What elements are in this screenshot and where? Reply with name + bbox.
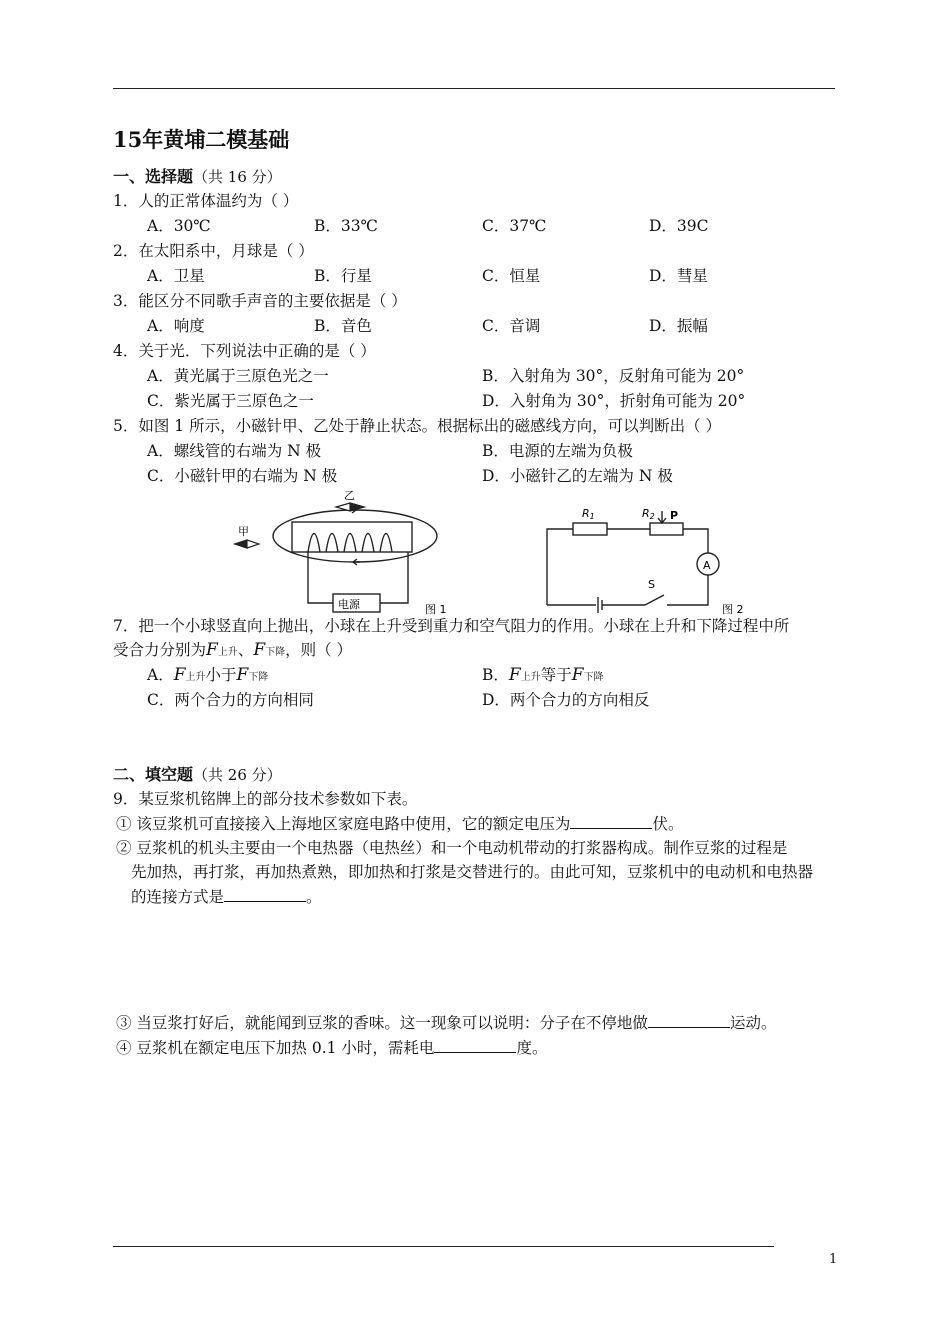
q1-option-d: D．39C [649,217,709,235]
q4-option-a: A．黄光属于三原色光之一 [147,367,329,385]
q9-part2-pre: 的连接方式是 [131,888,225,906]
q1-option-a: A．30℃ [147,217,211,235]
q3-option-a: A．响度 [147,317,205,335]
q7-option-a-sub1: 上升 [185,672,206,683]
q9-part2-line2: 先加热，再打浆，再加热煮熟，即加热和打浆是交替进行的。由此可知，豆浆机中的电动机和电热器 [131,863,814,881]
q7-option-a-letter: A． [147,666,174,684]
section2-note: （共 26 分） [193,766,282,784]
q9-intro: 9．某豆浆机铭牌上的部分技术参数如下表。 [113,790,418,808]
section2-heading-row [113,762,282,785]
page-number: 1 [829,1252,838,1267]
q2-option-b: B．行星 [314,267,372,285]
q9-part2-line3 [131,885,322,907]
q7-option-a-sub2: 下降 [248,672,269,683]
q9-part3 [116,1011,776,1033]
q9-part3-post: 运动。 [729,1014,777,1032]
q1-stem: 1．人的正常体温约为（ ） [113,192,299,210]
fig1-needle-yi-label: 乙 [344,489,355,502]
section1-note: （共 16 分） [193,168,282,186]
q5-option-d: D．小磁针乙的左端为 N 极 [482,467,673,485]
q2-option-d: D．彗星 [649,267,708,285]
q7-sep: 、 [237,641,254,659]
q7-stem-line1: 7．把一个小球竖直向上抛出，小球在上升受到重力和空气阻力的作用。小球在上升和下降过程中所 [113,617,790,635]
fig2-r2-label: R2 [642,507,655,521]
fig1-needle-jia-label: 甲 [238,525,249,538]
q9-part4 [116,1036,547,1058]
q7-option-b-f1: F [508,665,521,685]
figure-2-circuit [547,511,719,613]
header-rule [113,88,835,89]
fig2-r1-label: R1 [582,507,595,521]
q9-part1-pre: ① 该豆浆机可直接接入上海地区家庭电路中使用，它的额定电压为 [116,815,571,833]
q1-option-c: C．37℃ [482,217,547,235]
q9-part4-post: 度。 [516,1039,548,1057]
q7-option-b-mid: 等于 [540,666,572,684]
q7-stem-post: ，则（ ） [285,641,353,659]
needle-jia-icon [235,540,259,548]
section2-heading: 二、填空题 [113,765,194,784]
q7-option-c: C．两个合力的方向相同 [147,691,314,709]
q7-option-a-f1: F [173,665,186,685]
q9-part2-line1: ② 豆浆机的机头主要由一个电热器（电热丝）和一个电动机带动的打浆器构成。制作豆浆的过程是 [116,839,788,857]
q2-option-a: A．卫星 [147,267,205,285]
q5-stem: 5．如图 1 所示，小磁针甲、乙处于静止状态。根据标出的磁感线方向，可以判断出（ ） [113,417,722,435]
q3-option-b: B．音色 [314,317,372,335]
q7-option-a [147,663,268,685]
figures-1-2 [230,485,744,620]
q9-part4-blank [434,1038,516,1053]
fig1-power-label: 电源 [338,598,360,611]
fig1-caption: 图 1 [425,603,447,616]
q7-option-a-f2: F [236,665,249,685]
fig2-p-label: P [670,509,679,522]
q7-f-up: F [206,640,218,660]
q7-option-b-sub2: 下降 [583,672,604,683]
page-title: 15年黄埔二模基础 [113,127,290,152]
q5-option-c: C．小磁针甲的右端为 N 极 [147,467,338,485]
q2-option-c: C．恒星 [482,267,541,285]
q7-stem-pre: 受合力分别为 [113,641,207,659]
q9-part2-post: 。 [306,888,322,906]
q7-stem-line2 [113,638,352,660]
q7-option-b-sub1: 上升 [520,672,541,683]
q9-part3-pre: ③ 当豆浆打好后，就能闻到豆浆的香味。这一现象可以说明：分子在不停地做 [116,1014,648,1032]
footer-rule [113,1246,774,1247]
q9-part1-post: 伏。 [652,815,684,833]
q9-part4-pre: ④ 豆浆机在额定电压下加热 0.1 小时，需耗电 [116,1039,435,1057]
q9-part3-blank [648,1013,730,1028]
section1-heading-row [113,164,282,187]
fig2-ammeter-label: A [703,559,711,572]
figure-1-solenoid [273,507,437,612]
q7-option-b [482,663,604,685]
q3-stem: 3．能区分不同歌手声音的主要依据是（ ） [113,292,407,310]
q7-f-down: F [253,640,266,660]
q4-option-d: D．入射角为 30°，折射角可能为 20° [482,392,746,410]
q7-sub-up: 上升 [217,647,238,658]
q7-sub-down: 下降 [265,647,286,658]
q7-option-b-f2: F [571,665,584,685]
q7-option-a-mid: 小于 [205,666,237,684]
q9-part1-blank [570,814,652,829]
q5-option-b: B．电源的左端为负极 [482,442,633,460]
q7-option-d: D．两个合力的方向相反 [482,691,650,709]
q1-option-b: B．33℃ [314,217,378,235]
q9-part2-blank [224,887,306,902]
fig2-caption: 图 2 [722,603,744,616]
section1-heading: 一、选择题 [113,167,194,186]
q9-part1 [116,812,683,834]
q3-option-d: D．振幅 [649,317,708,335]
fig2-switch-label: S [648,578,655,591]
q4-option-b: B．入射角为 30°，反射角可能为 20° [482,367,745,385]
q2-stem: 2．在太阳系中，月球是（ ） [113,242,314,260]
q3-option-c: C．音调 [482,317,541,335]
q5-option-a: A．螺线管的右端为 N 极 [147,442,322,460]
q7-option-b-letter: B． [482,666,509,684]
q4-stem: 4．关于光．下列说法中正确的是（ ） [113,342,376,360]
q4-option-c: C．紫光属于三原色之一 [147,392,314,410]
